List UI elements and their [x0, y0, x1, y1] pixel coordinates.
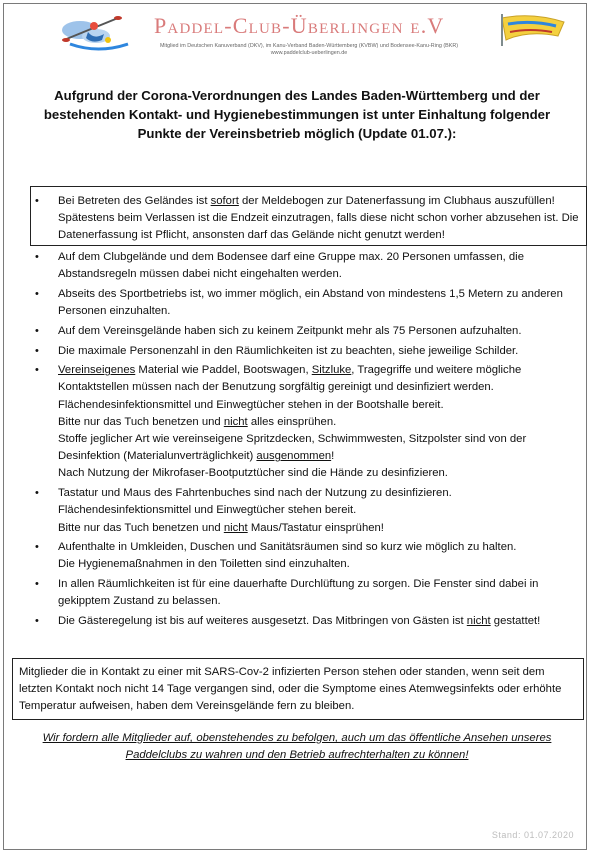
club-pennant-icon	[498, 10, 568, 50]
bullet-icon: •	[35, 324, 39, 337]
bullet-icon: •	[35, 541, 39, 554]
club-membership-line: Mitglied im Deutschen Kanuverband (DKV), im Kanu-Verband Baden-Württemberg (KVBW) und Bodensee-Kanu-Ring (BKR)	[159, 43, 459, 49]
rule-room-capacity: • Die maximale Personenzahl in den Räumlichkeiten ist zu beachten, siehe jeweilige Schilder.	[58, 343, 576, 360]
bullet-icon: •	[35, 251, 39, 263]
rule-changing-rooms: • Aufenthalte in Umkleiden, Duschen und Sanitätsräumen sind so kurz wie möglich zu halten. Die Hygienemaßnahmen in den Toiletten sind einzuhalten.	[35, 541, 517, 571]
rule-group-size: • Auf dem Clubgelände und dem Bodensee darf eine Gruppe max. 20 Personen umfassen, die Abstandsregeln müssen dabei nicht eingehalten werden.	[35, 251, 524, 281]
data-registration-box	[30, 186, 587, 246]
document-date: Stand: 01.07.2020	[491, 830, 574, 840]
rule-keyboard-disinfection: • Tastatur und Maus des Fahrtenbuches sind nach der Nutzung zu desinfizieren. Flächendesinfektionsmittel und Einwegtücher stehen bereit. Bitte nur das Tuch benetzen und nicht Maus/Tastatur einsprühen!	[35, 487, 452, 534]
club-website: www.paddelclub-ueberlingen.de	[270, 50, 348, 56]
bullet-icon: •	[35, 578, 39, 591]
club-subtitle	[124, 43, 494, 57]
bullet-icon: •	[35, 487, 39, 500]
rule-data-registration: • Bei Betreten des Geländes ist sofort der Meldebogen zur Datenerfassung im Clubhaus auszufüllen! Spätestens beim Verlassen ist die Endzeit einzutragen, falls diese nicht schon vorher abzusehen ist. Die Datenerfassung ist Pflicht, ansonsten darf das Gelände nicht genutzt werden!	[35, 195, 579, 242]
rule-guests: • Die Gästeregelung ist bis auf weiteres ausgesetzt. Das Mitbringen von Gästen ist nicht gestattet!	[58, 613, 576, 630]
bullet-icon: •	[35, 364, 39, 377]
rules-list	[35, 249, 576, 633]
rule-distance: • Abseits des Sportbetriebs ist, wo immer möglich, ein Abstand von mindestens 1,5 Metern zu anderen Personen einzuhalten.	[35, 287, 563, 318]
bullet-icon: •	[35, 195, 39, 207]
closing-appeal: Wir fordern alle Mitglieder auf, obenstehendes zu befolgen, auch um das öffentliche Ansehen unseres Paddelclubs zu wahren und den Betrieb aufrechterhalten zu können!	[42, 732, 552, 762]
bullet-icon: •	[35, 344, 39, 357]
infection-notice-box: Mitglieder die in Kontakt zu einer mit SARS-Cov-2 infizierten Person stehen oder standen, wenn seit dem letzten Kontakt noch nicht 14 Tage vergangen sind, oder die Symptome eines Atemwegsinfekts oder erhöhte Temperatur aufweisen, haben dem Vereinsgelände fern zu bleiben.	[12, 658, 584, 720]
page-heading: Aufgrund der Corona-Verordnungen des Landes Baden-Württemberg und der bestehenden Kontakt- und Hygienebestimmungen ist unter Einhaltung folgender Punkte der Vereinsbetrieb möglich (Update 01.07.):	[43, 88, 551, 141]
rule-ventilation: • In allen Räumlichkeiten ist für eine dauerhafte Durchlüftung zu sorgen. Die Fenster sind dabei in gekipptem Zustand zu belassen.	[35, 578, 539, 608]
bullet-icon: •	[35, 287, 39, 300]
rule-material-disinfection: • Vereinseigenes Material wie Paddel, Bootswagen, Sitzluke, Tragegriffe und weitere mögliche Kontaktstellen müssen nach der Benutzung sorgfältig gereinigt und desinfiziert werden. Flächendesinfektionsmittel und Einwegtücher stehen in der Bootshalle bereit. Bitte nur das Tuch benetzen und nicht alles einsprühen. Stoffe jeglicher Art wie vereinseigene Spritzdecken, Schwimmwesten, Sitzpolster sind von der Desinfektion (Materialunverträglichkeit) ausgenommen! Nach Nutzung der Mikrofaser-Bootputztücher sind die Hände zu desinfizieren.	[35, 364, 527, 480]
club-title: Paddel-Club-Überlingen e.V	[154, 13, 445, 38]
rule-max-persons: • Auf dem Vereinsgelände haben sich zu keinem Zeitpunkt mehr als 75 Personen aufzuhalten.	[58, 323, 576, 340]
bullet-icon: •	[35, 615, 39, 628]
document-page	[3, 3, 587, 850]
